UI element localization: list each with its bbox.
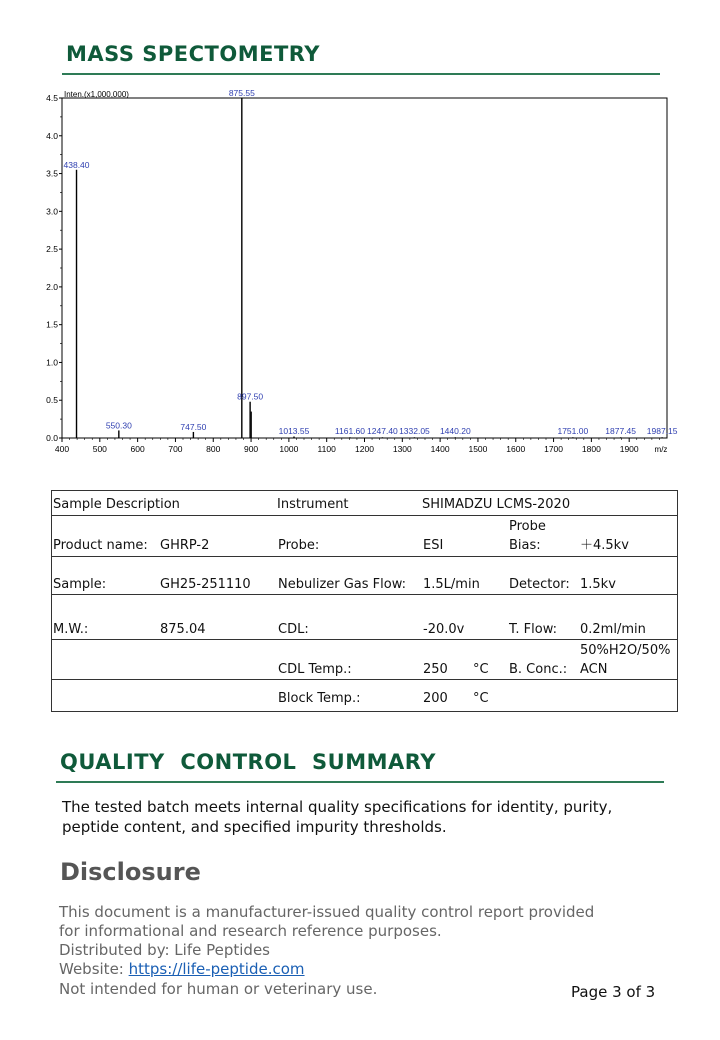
table-row	[52, 491, 677, 516]
x-axis-unit: m/z	[654, 445, 668, 454]
y-tick-label: 1.5	[46, 319, 58, 330]
y-tick-label: 0.0	[46, 433, 58, 443]
x-tick-label: 400	[54, 444, 70, 454]
distributor-line: Distributed by: Life Peptides	[59, 941, 270, 959]
peak-label: 1013.55	[278, 426, 310, 436]
cdl-temp-value: 250	[423, 662, 448, 677]
x-tick-label: 600	[130, 444, 145, 454]
detector-label: Detector:	[509, 577, 570, 592]
mass-spec-rule	[62, 73, 660, 75]
y-tick-label: 0.5	[46, 395, 58, 406]
spec-table	[51, 490, 678, 712]
website-line	[59, 960, 305, 979]
y-tick-label: 3.5	[46, 168, 58, 179]
x-tick-label: 1300	[392, 444, 412, 454]
x-tick-label: 1500	[468, 444, 488, 454]
x-tick-label: 800	[206, 444, 221, 454]
probe-bias-label-1: Probe	[509, 519, 546, 534]
table-row	[52, 557, 677, 595]
peak-label: 747.50	[180, 421, 207, 432]
x-tick-label: 1800	[581, 444, 601, 454]
bconc-value-1: 50%H2O/50%	[580, 643, 671, 658]
x-tick-label: 500	[92, 444, 107, 454]
probe-bias-label-2: Bias:	[509, 538, 541, 553]
probe-value: ESI	[423, 538, 444, 553]
peak-label: 1332.05	[399, 426, 430, 436]
y-tick-label: 1.0	[46, 357, 58, 368]
qc-line-2: peptide content, and specified impurity thresholds.	[62, 818, 447, 836]
tflow-label: T. Flow:	[509, 622, 558, 637]
bconc-label: B. Conc.:	[509, 662, 568, 677]
detector-value: 1.5kv	[580, 577, 616, 592]
qc-summary-text	[62, 797, 682, 837]
website-label: Website:	[59, 960, 129, 978]
block-temp-unit: °C	[473, 691, 489, 706]
x-tick-label: 1600	[506, 444, 526, 454]
qc-title: QUALITY CONTROL SUMMARY	[60, 750, 437, 774]
table-row	[52, 516, 677, 557]
x-tick-label: 700	[168, 444, 183, 454]
product-name-value: GHRP-2	[160, 538, 210, 553]
qc-line-1: The tested batch meets internal quality specifications for identity, purity,	[62, 798, 613, 816]
block-temp-value: 200	[423, 691, 448, 706]
peak-label: 1247.40	[367, 426, 398, 436]
peak-label: 438.40	[63, 159, 90, 170]
table-row	[52, 680, 677, 710]
probe-label: Probe:	[278, 538, 320, 553]
x-tick-label: 1200	[355, 444, 374, 454]
page-number: Page 3 of 3	[571, 983, 656, 1001]
probe-bias-value: ＋4.5kv	[580, 538, 629, 553]
nebulizer-label: Nebulizer Gas Flow:	[278, 577, 407, 592]
table-row	[52, 595, 677, 640]
x-tick-label: 1400	[430, 444, 450, 454]
sample-description-label: Sample Description	[53, 497, 180, 512]
x-tick-label: 900	[243, 444, 259, 454]
tflow-value: 0.2ml/min	[580, 622, 646, 637]
mw-value: 875.04	[160, 622, 206, 637]
instrument-value: SHIMADZU LCMS-2020	[422, 497, 571, 512]
disclosure-line-2: for informational and research reference purposes.	[59, 922, 442, 940]
cdl-label: CDL:	[278, 622, 309, 637]
y-axis-label: Inten.(x1,000,000)	[64, 90, 129, 99]
y-tick-label: 3.0	[46, 206, 58, 217]
website-link[interactable]: https://life-peptide.com	[128, 960, 305, 978]
mw-label: M.W.:	[53, 622, 89, 637]
instrument-label: Instrument	[277, 497, 349, 512]
product-name-label: Product name:	[53, 538, 148, 553]
peak-label: 550.30	[105, 420, 132, 431]
disclaimer-line: Not intended for human or veterinary use.	[59, 980, 378, 998]
x-tick-label: 1700	[544, 444, 564, 454]
nebulizer-value: 1.5L/min	[423, 577, 480, 592]
mass-spec-title: MASS SPECTOMETRY	[66, 42, 321, 66]
peak-label: 1440.20	[439, 426, 471, 436]
disclosure-title: Disclosure	[60, 858, 201, 886]
peak-label: 1877.45	[605, 426, 637, 436]
bconc-value-2: ACN	[580, 662, 608, 677]
disclosure-line-1: This document is a manufacturer-issued quality control report provided	[59, 903, 595, 921]
y-tick-label: 2.0	[46, 281, 58, 292]
y-tick-label: 2.5	[46, 244, 58, 255]
table-row	[52, 640, 677, 680]
peak-label: 1987.15	[646, 426, 678, 436]
cdl-value: -20.0v	[423, 622, 465, 637]
block-temp-label: Block Temp.:	[278, 691, 361, 706]
peak-label: 875.55	[228, 88, 255, 98]
y-tick-label: 4.0	[46, 130, 58, 141]
peak-label: 1751.00	[557, 426, 589, 436]
peak-label: 1161.60	[334, 426, 366, 436]
x-tick-label: 1000	[279, 444, 299, 454]
mass-spectrum-chart	[40, 86, 680, 466]
plot-frame	[62, 98, 667, 438]
sample-value: GH25-251110	[160, 577, 251, 592]
sample-label: Sample:	[53, 577, 107, 592]
x-tick-label: 1900	[619, 444, 639, 454]
peak-label: 897.50	[237, 391, 264, 402]
cdl-temp-label: CDL Temp.:	[278, 662, 352, 677]
x-tick-label: 1100	[317, 444, 336, 454]
qc-rule	[56, 781, 664, 783]
cdl-temp-unit: °C	[473, 662, 489, 677]
y-tick-label: 4.5	[46, 93, 58, 103]
